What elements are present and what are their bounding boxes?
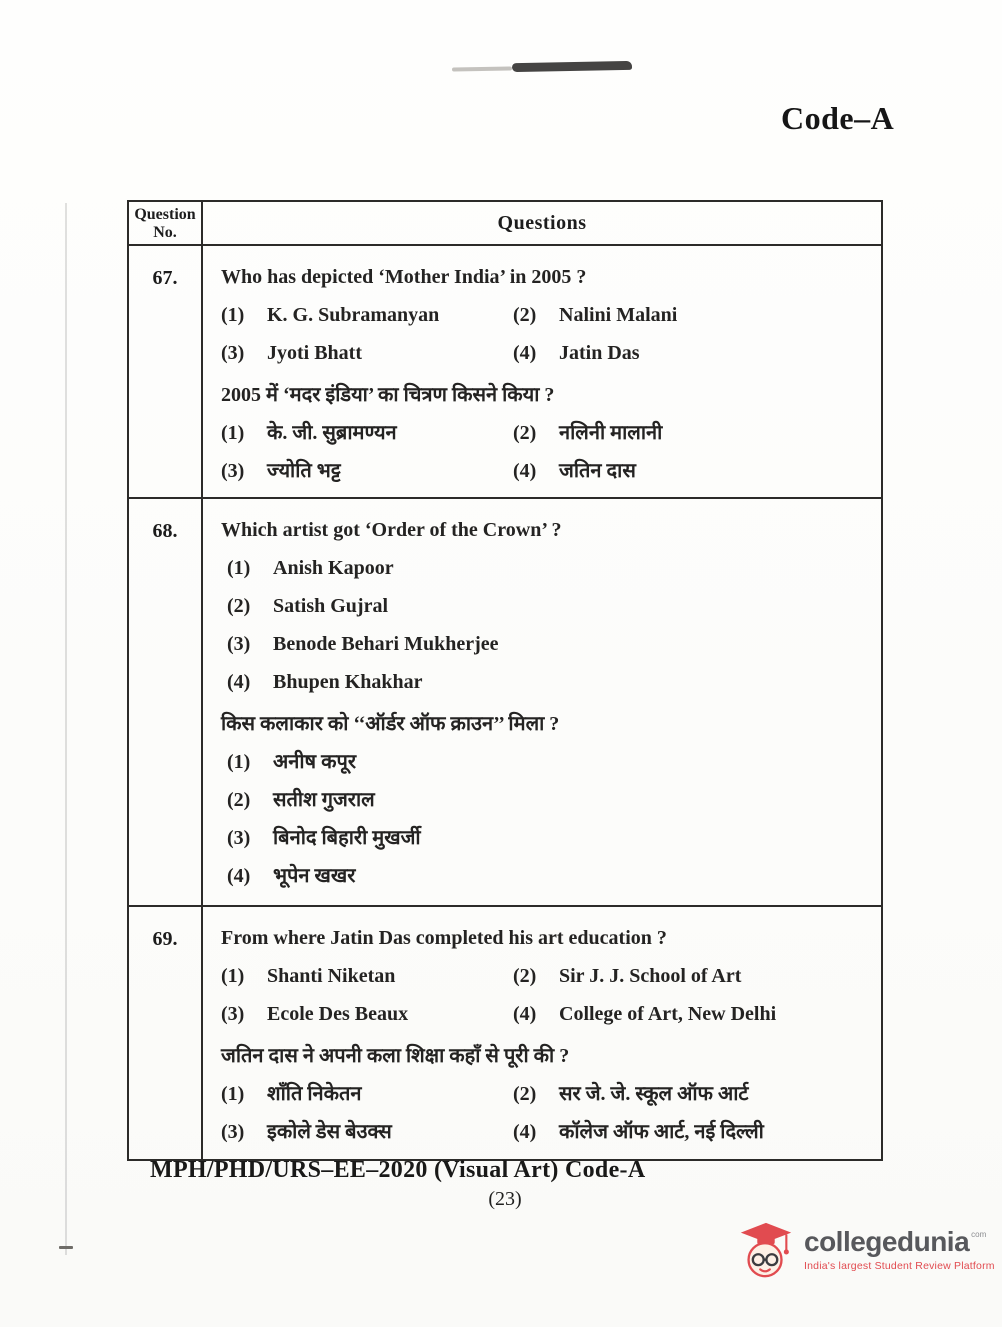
- options-hindi: [221, 747, 873, 887]
- collegedunia-logo-text-block: [804, 1228, 995, 1272]
- option-number: (4): [513, 1003, 537, 1025]
- option-number: (3): [227, 827, 251, 849]
- column-header-question-no-line2: No.: [153, 224, 177, 242]
- column-header-questions: Questions: [497, 211, 587, 234]
- option-text: सतीश गुजराल: [273, 789, 375, 811]
- column-header-question-no: [129, 202, 203, 244]
- option-number: (1): [221, 1083, 245, 1105]
- option-text: Anish Kapoor: [273, 557, 394, 579]
- options-english: [221, 965, 873, 1041]
- option-text: Nalini Malani: [559, 304, 678, 326]
- questions-table: [127, 200, 883, 1161]
- option-2-english: [513, 965, 873, 986]
- option-number: (3): [221, 1003, 245, 1025]
- options-hindi: [221, 1079, 873, 1155]
- collegedunia-logo-suffix: com: [971, 1230, 987, 1239]
- collegedunia-logo-tagline: India's largest Student Review Platform: [804, 1260, 995, 1272]
- option-3-english: [221, 342, 513, 363]
- option-2-hindi: [513, 1079, 873, 1105]
- option-text: Bhupen Khakhar: [273, 671, 423, 693]
- option-number: (4): [227, 671, 251, 693]
- question-body: [203, 907, 881, 1159]
- question-text-hindi: किस कलाकार को ‘‘ऑर्डर ऑफ क्राउन’’ मिला ?: [221, 713, 560, 735]
- option-3-hindi: [221, 456, 513, 482]
- option-4-english: [513, 342, 873, 363]
- option-4-hindi: [221, 861, 873, 887]
- option-number: (2): [513, 304, 537, 326]
- question-row-69: [129, 907, 881, 1159]
- collegedunia-logo-name-line: [804, 1228, 995, 1256]
- option-number: (3): [221, 460, 245, 482]
- option-text: कॉलेज ऑफ आर्ट, नई दिल्ली: [559, 1121, 764, 1143]
- question-row-67: [129, 246, 881, 499]
- option-3-english: [221, 633, 873, 654]
- option-text: Ecole Des Beaux: [267, 1003, 409, 1025]
- option-2-english: [513, 304, 873, 325]
- option-text: शाँति निकेतन: [267, 1083, 362, 1105]
- option-text: अनीष कपूर: [273, 751, 357, 773]
- option-3-hindi: [221, 823, 873, 849]
- option-4-english: [513, 1003, 873, 1024]
- option-text: Sir J. J. School of Art: [559, 965, 742, 987]
- option-number: (1): [227, 557, 251, 579]
- option-number: (4): [513, 1121, 537, 1143]
- option-3-hindi: [221, 1117, 513, 1143]
- option-2-english: [221, 595, 873, 616]
- option-4-hindi: [513, 456, 873, 482]
- question-number: 68.: [129, 499, 203, 905]
- scan-artifact-smudge-light: [452, 66, 512, 71]
- paper-code-label: Code–A: [781, 100, 895, 136]
- scan-page-edge-line: [65, 203, 67, 1255]
- option-1-hindi: [221, 1079, 513, 1105]
- option-text: सर जे. जे. स्कूल ऑफ आर्ट: [559, 1083, 749, 1105]
- option-number: (2): [513, 422, 537, 444]
- collegedunia-logo-name: collegedunia: [804, 1226, 970, 1257]
- options-hindi: [221, 418, 873, 494]
- option-text: K. G. Subramanyan: [267, 304, 440, 326]
- option-number: (1): [221, 304, 245, 326]
- options-english: [221, 557, 873, 692]
- question-text-hindi: जतिन दास ने अपनी कला शिक्षा कहाँ से पूरी की ?: [221, 1045, 570, 1067]
- question-text-english: From where Jatin Das completed his art education ?: [221, 927, 667, 949]
- option-2-hindi: [513, 418, 873, 444]
- option-number: (3): [221, 342, 245, 364]
- options-english: [221, 304, 873, 380]
- option-4-hindi: [513, 1117, 873, 1143]
- option-1-english: [221, 965, 513, 986]
- option-3-english: [221, 1003, 513, 1024]
- collegedunia-logo: [735, 1219, 995, 1281]
- option-text: इकोले डेस बेउक्स: [267, 1121, 392, 1143]
- option-text: नलिनी मालानी: [559, 422, 663, 444]
- option-text: Jatin Das: [559, 342, 640, 364]
- option-number: (4): [513, 460, 537, 482]
- option-text: Jyoti Bhatt: [267, 342, 362, 364]
- option-number: (3): [221, 1121, 245, 1143]
- collegedunia-mascot-icon: [735, 1219, 797, 1281]
- question-text-english: Which artist got ‘Order of the Crown’ ?: [221, 519, 562, 541]
- option-text: ज्योति भट्ट: [267, 460, 341, 482]
- option-text: Benode Behari Mukherjee: [273, 633, 499, 655]
- paper-footer: MPH/PHD/URS–EE–2020 (Visual Art) Code-A: [150, 1157, 646, 1183]
- page-number: (23): [488, 1188, 522, 1210]
- option-text: जतिन दास: [559, 460, 636, 482]
- option-number: (2): [513, 965, 537, 987]
- option-number: (1): [221, 965, 245, 987]
- option-text: के. जी. सुब्रामण्यन: [267, 422, 397, 444]
- option-number: (3): [227, 633, 251, 655]
- option-text: भूपेन खखर: [273, 865, 356, 887]
- question-body: [203, 246, 881, 497]
- option-1-hindi: [221, 418, 513, 444]
- option-number: (4): [513, 342, 537, 364]
- question-text-hindi: 2005 में ‘मदर इंडिया’ का चित्रण किसने किया ?: [221, 384, 555, 406]
- question-number: 69.: [129, 907, 203, 1159]
- column-header-question-no-line1: Question: [134, 206, 196, 223]
- option-text: Satish Gujral: [273, 595, 389, 617]
- question-body: [203, 499, 881, 905]
- table-header-row: [129, 202, 881, 246]
- option-number: (2): [227, 789, 251, 811]
- option-2-hindi: [221, 785, 873, 811]
- question-text-english: Who has depicted ‘Mother India’ in 2005 ?: [221, 266, 587, 288]
- option-number: (4): [227, 865, 251, 887]
- option-text: College of Art, New Delhi: [559, 1003, 777, 1025]
- option-number: (2): [513, 1083, 537, 1105]
- option-number: (1): [227, 751, 251, 773]
- option-1-english: [221, 557, 873, 578]
- question-number: 67.: [129, 246, 203, 497]
- option-number: (2): [227, 595, 251, 617]
- option-number: (1): [221, 422, 245, 444]
- question-row-68: [129, 499, 881, 907]
- option-text: बिनोद बिहारी मुखर्जी: [273, 827, 421, 849]
- option-1-hindi: [221, 747, 873, 773]
- option-text: Shanti Niketan: [267, 965, 396, 987]
- option-1-english: [221, 304, 513, 325]
- scan-edge-tick-mark: [59, 1246, 73, 1249]
- scan-artifact-smudge-dark: [512, 61, 632, 72]
- option-4-english: [221, 671, 873, 692]
